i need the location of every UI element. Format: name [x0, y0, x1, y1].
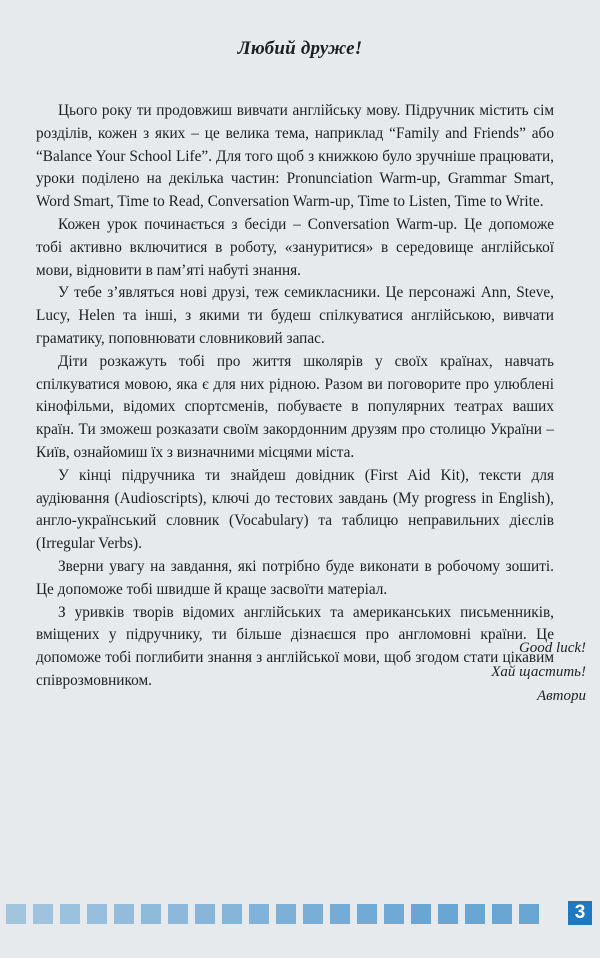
footer-square	[519, 904, 539, 924]
footer-square	[60, 904, 80, 924]
paragraph-7: З уривків творів відомих англійських та американських письменників, вміщених у підручнику, ти більше дізнаєшся про англомовні країни. Це допоможе тобі поглибити знання з англійської мови, щоб згодом стати цікавим співрозмовником.	[36, 603, 554, 689]
paragraph-4: Діти розкажуть тобі про життя школярів у своїх країнах, навчать спілкуватися мовою, яка є для них рідною. Разом ви поговорите про улюблені кінофільми, відомих спортсменів, побуваєте в популярних театрах ваших країн. Ти зможеш розказати своїм закордонним друзям про столицю України – Київ, ознайомиш їх з визначними місцями міста.	[36, 352, 554, 461]
footer-square	[276, 904, 296, 924]
footer-square	[330, 904, 350, 924]
signoff-wish: Хай щастить!	[491, 664, 586, 680]
footer-square	[33, 904, 53, 924]
paragraph-3: У тебе з’являться нові друзі, теж семикласники. Це персонажі Ann, Steve, Lucy, Helen та інші, з якими ти будеш спілкуватися англійською, вивчати граматику, поповнювати словниковий запас.	[36, 284, 554, 347]
signoff	[491, 636, 586, 708]
footer-square	[6, 904, 26, 924]
footer-square	[195, 904, 215, 924]
footer-decorative-bar	[0, 902, 600, 928]
footer-square	[384, 904, 404, 924]
footer-square	[114, 904, 134, 924]
page-number: 3	[568, 901, 592, 925]
paragraph-5: У кінці підручника ти знайдеш довідник (First Aid Kit), тексти для аудіювання (Audioscripts), ключі до тестових завдань (My progress in English), англо-український словник (Vocabulary) та таблицю неправильних дієслів (Irregular Verbs).	[36, 466, 554, 553]
signoff-authors: Автори	[536, 688, 586, 704]
paragraph-6: Зверни увагу на завдання, які потрібно буде виконати в робочому зошиті. Це допоможе тобі швидше й краще засвоїти матеріал.	[36, 557, 554, 598]
footer-square	[492, 904, 512, 924]
footer-square	[357, 904, 377, 924]
page-title: Любий друже!	[237, 38, 363, 59]
footer-square	[465, 904, 485, 924]
footer-square	[222, 904, 242, 924]
body-text	[36, 100, 554, 693]
paragraph-2: Кожен урок починається з бесіди – Conversation Warm-up. Це допоможе тобі активно включитися в роботу, «зануритися» в середовище англійської мови, відновити в пам’яті набуті знання.	[36, 215, 554, 279]
footer-square	[303, 904, 323, 924]
signoff-good-luck: Good luck!	[518, 640, 586, 656]
footer-square	[168, 904, 188, 924]
footer-square	[249, 904, 269, 924]
footer-square	[87, 904, 107, 924]
paragraph-1: Цього року ти продовжиш вивчати англійську мову. Підручник містить сім розділів, кожен з яких – це велика тема, наприклад “Family and Friends” або “Balance Your School Life”. Для того щоб з книжкою було зручніше працювати, уроки поділено на декілька частин: Pronunciation Warm-up, Grammar Smart, Word Smart, Time to Read, Conversation Warm-up, Time to Listen, Time to Write.	[36, 102, 554, 211]
footer-square	[141, 904, 161, 924]
footer-square	[438, 904, 458, 924]
footer-square	[411, 904, 431, 924]
